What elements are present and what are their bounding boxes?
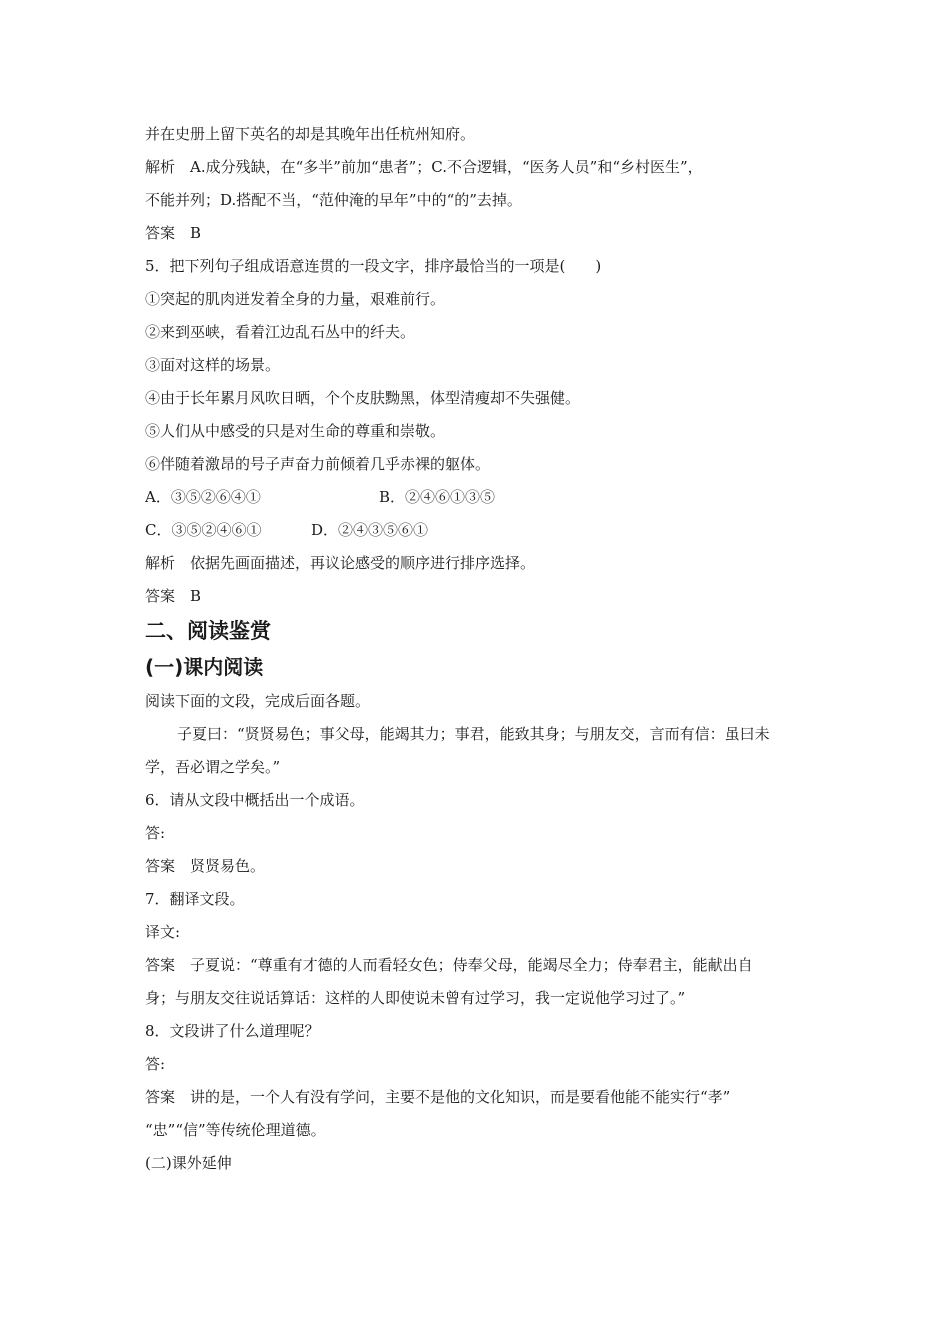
sentence-3: ③面对这样的场景。 bbox=[145, 356, 281, 374]
sentence-2: ②来到巫峡，看着江边乱石丛中的纤夫。 bbox=[145, 323, 416, 341]
question-6: 6．请从文段中概括出一个成语。 bbox=[145, 791, 365, 809]
answer-line: “忠”“信”等传统伦理道德。 bbox=[145, 1121, 326, 1139]
sentence-1: ①突起的肌肉迸发着全身的力量，艰难前行。 bbox=[145, 290, 446, 308]
passage-line: 子夏曰：“贤贤易色；事父母，能竭其力；事君，能致其身；与朋友交，言而有信：虽曰未 bbox=[177, 725, 770, 743]
subsection-heading: (一)课内阅读 bbox=[145, 655, 264, 679]
subsection-label: (二)课外延伸 bbox=[145, 1154, 232, 1172]
analysis-line: 解析 A.成分残缺，在“多半”前加“患者”；C.不合逻辑，“医务人员”和“乡村医生”， bbox=[145, 158, 703, 176]
text-line: 并在史册上留下英名的却是其晚年出任杭州知府。 bbox=[145, 125, 476, 143]
answer-prompt: 答: bbox=[145, 824, 166, 842]
option-a: A．③⑤②⑥④① bbox=[145, 488, 261, 506]
answer-line: 答案 子夏说：“尊重有才德的人而看轻女色；侍奉父母，能竭尽全力；侍奉君主，能献出自 bbox=[145, 956, 753, 974]
analysis-line: 解析 依据先画面描述，再议论感受的顺序进行排序选择。 bbox=[145, 554, 536, 572]
instruction-line: 阅读下面的文段，完成后面各题。 bbox=[145, 692, 371, 710]
sentence-5: ⑤人们从中感受的只是对生命的尊重和崇敬。 bbox=[145, 422, 446, 440]
option-b: B．②④⑥①③⑤ bbox=[379, 488, 496, 506]
answer-prompt: 答: bbox=[145, 1055, 166, 1073]
options-row-ab bbox=[145, 481, 810, 514]
sentence-6: ⑥伴随着激昂的号子声奋力前倾着几乎赤裸的躯体。 bbox=[145, 455, 491, 473]
option-d: D．②④③⑤⑥① bbox=[311, 521, 429, 539]
section-heading: 二、阅读鉴赏 bbox=[145, 619, 271, 643]
analysis-line: 不能并列；D.搭配不当，“范仲淹的早年”中的“的”去掉。 bbox=[145, 191, 522, 209]
answer-line: 身；与朋友交往说话算话：这样的人即使说未曾有过学习，我一定说他学习过了。” bbox=[145, 989, 686, 1007]
answer-line: 答案 贤贤易色。 bbox=[145, 857, 266, 875]
question-5: 5．把下列句子组成语意连贯的一段文字，排序最恰当的一项是( ) bbox=[145, 257, 602, 275]
answer-line: 答案 B bbox=[145, 224, 202, 242]
option-c: C．③⑤②④⑥① bbox=[145, 521, 262, 539]
answer-line: 答案 B bbox=[145, 587, 202, 605]
options-row-cd bbox=[145, 514, 810, 547]
passage-line: 学，吾必谓之学矣。” bbox=[145, 758, 281, 776]
question-8: 8．文段讲了什么道理呢？ bbox=[145, 1022, 320, 1040]
sentence-4: ④由于长年累月风吹日晒，个个皮肤黝黑，体型清瘦却不失强健。 bbox=[145, 389, 581, 407]
document-page bbox=[145, 118, 810, 1180]
question-7: 7．翻译文段。 bbox=[145, 890, 245, 908]
answer-prompt: 译文: bbox=[145, 923, 181, 941]
answer-line: 答案 讲的是，一个人有没有学问，主要不是他的文化知识，而是要看他能不能实行“孝” bbox=[145, 1088, 731, 1106]
